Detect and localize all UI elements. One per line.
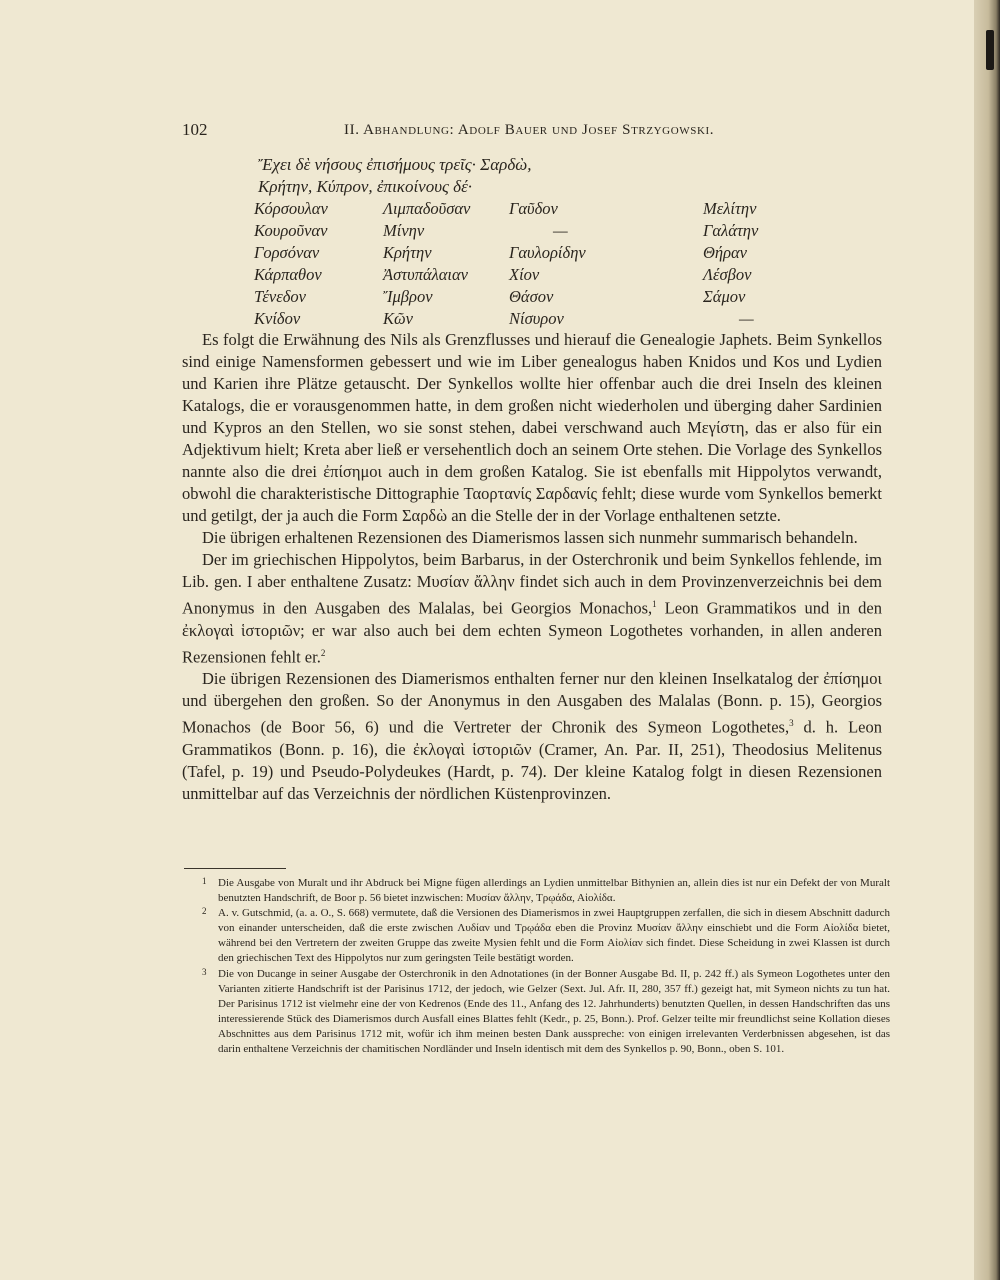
- island-cell: Κῶν: [383, 309, 413, 328]
- island-row: [254, 198, 819, 220]
- footnote-ref[interactable]: 3: [789, 718, 794, 728]
- island-cell: Γορσόναν: [254, 243, 320, 262]
- page-header: [182, 120, 822, 146]
- island-cell: Κρήτην: [383, 243, 432, 262]
- running-head: II. Abhandlung: Adolf Bauer und Josef Strzygowski.: [344, 122, 715, 138]
- island-row: [254, 220, 819, 242]
- island-cell: Ἀστυπάλαιαν: [383, 265, 468, 284]
- island-cell: Θάσον: [509, 287, 554, 306]
- island-cell: Σάμον: [703, 287, 746, 306]
- footnote-number: 1: [202, 876, 207, 886]
- footnote-text: A. v. Gutschmid, (a. a. O., S. 668) vermutete, daß die Versionen des Diamerismos in zwei Hauptgruppen zerfallen, die sich in diesem Abschnitt dadurch von einander unterscheiden, daß die erste zwischen Λυδίαν und Τρῳάδα eben die Provinz Μυσίαν ἄλλην einschiebt und die Form Αἰολίδα bietet, während bei den Vertretern der zweiten Gruppe das zweite Mysien fehlt und die Form Αἰολίαν sich findet. Diese Scheidung in zwei Klassen ist durch den griechischen Text des Hippolytos nur zum geringsten Teile bestätigt worden.: [218, 907, 890, 965]
- island-row: [254, 308, 819, 330]
- island-cell: Γαῦδον: [509, 199, 558, 218]
- footnotes: [204, 876, 890, 1057]
- island-cell: Λιμπαδοῦσαν: [383, 199, 471, 218]
- paragraph-text: Der im griechischen Hippolytos, beim Barbarus, in der Osterchronik und beim Synkellos fehlende, im Lib. gen. I aber enthaltene Zusatz: Μυσίαν ἄλλην findet sich auch in dem Provinzenverzeichnis bei dem Anonymus in den Ausgaben des Malalas, bei Georgios Monachos,: [182, 550, 882, 618]
- island-cell: Κνίδον: [254, 309, 301, 328]
- footnote: [204, 876, 890, 906]
- paragraph: [182, 549, 882, 668]
- island-cell: Λέσβον: [703, 265, 752, 284]
- greek-intro: [258, 154, 532, 198]
- island-cell: —: [553, 221, 568, 240]
- island-cell: Ἴμβρον: [383, 287, 433, 306]
- footnote-number: 3: [202, 966, 207, 977]
- island-row: [254, 286, 819, 308]
- island-cell: Τένεδον: [254, 287, 306, 306]
- page-edge-shadow: [974, 0, 1000, 1280]
- body-text: [182, 329, 882, 805]
- island-row: [254, 264, 819, 286]
- island-cell: Κάρπαθον: [254, 265, 322, 284]
- island-cell: —: [739, 309, 754, 328]
- paragraph-text: Leon Grammatikos und in den ἐκλογαὶ ἱστοριῶν; er war also auch bei dem echten Symeon Logothetes vorhanden, in allen anderen Rezensionen fehlt er.: [182, 598, 882, 666]
- paragraph-text: d. h. Leon Grammatikos (Bonn. p. 16), die ἐκλογαὶ ἱστοριῶν (Cramer, An. Par. II, 251), Theodosius Melitenus (Tafel, p. 19) und Pseudo-Polydeukes (Hardt, p. 74). Der kleine Katalog folgt in diesen Rezensionen unmittelbar auf das Verzeichnis der nördlichen Küstenprovinzen.: [182, 717, 882, 803]
- paragraph: Die übrigen erhaltenen Rezensionen des Diamerismos lassen sich nunmehr summarisch behandeln.: [202, 528, 858, 547]
- island-table: [254, 198, 819, 330]
- footnote-number: 2: [202, 906, 207, 917]
- island-cell: Χίον: [509, 265, 540, 284]
- island-cell: Θήραν: [703, 243, 748, 262]
- greek-intro-line: Κρήτην, Κύπρον, ἐπικοίνους δέ·: [258, 177, 473, 196]
- footnote: [204, 906, 890, 966]
- footnote-ref[interactable]: 2: [320, 647, 326, 658]
- footnote-text: Die Ausgabe von Muralt und ihr Abdruck bei Migne fügen allerdings an Lydien unmittelbar Bithynien an, allein dies ist nur ein Defekt der von Muralt benutzten Handschrift, de Boor p. 56 bietet inzwischen: Μυσίαν ἄλλην, Τρῳάδα, Αἰολίδα.: [218, 877, 890, 905]
- island-cell: Κόρσουλαν: [254, 199, 328, 218]
- paragraph: Es folgt die Erwähnung des Nils als Grenzflusses und hierauf die Genealogie Japhets. Beim Synkellos sind einige Namensformen gebessert und wie im Liber genealogus haben Knidos und Kos und Lydien und Karien ihre Plätze getauscht. Der Synkellos wollte hier offenbar auch die drei Inseln des kleinen Katalogs, die er vorausgenommen hatte, in dem großen nicht wiederholen und überging daher Sardinien und Kypros an den Stellen, wo sie sonst stehen, dabei verschwand auch Μεγίστη, das er also für ein Adjektivum hielt; Kreta aber ließ er versehentlich doch an seinem Orte stehen. Die Vorlage des Synkellos nannte also die drei ἐπίσημοι auch in dem großen Katalog. Sie ist ebenfalls mit Hippolytos verwandt, obwohl die charakteristische Dittographie Ταορτανίς Σαρδανίς fehlt; diese wurde vom Synkellos bemerkt und getilgt, der ja auch die Form Σαρδὼ an die Stelle der in der Vorlage enthaltenen setzte.: [182, 330, 882, 525]
- island-cell: Νίσυρον: [509, 309, 564, 328]
- island-row: [254, 242, 819, 264]
- island-cell: Μίνην: [383, 221, 425, 240]
- island-cell: Γαλάτην: [703, 221, 759, 240]
- greek-intro-line: Ἔχει δὲ νήσους ἐπισήμους τρεῖς· Σαρδὼ,: [258, 155, 532, 174]
- island-cell: Μελίτην: [703, 199, 757, 218]
- binding-mark: [986, 30, 994, 70]
- footnote-ref[interactable]: 1: [652, 599, 657, 609]
- footnote: [204, 967, 890, 1058]
- page-number: 102: [182, 120, 208, 139]
- paragraph: [182, 668, 882, 805]
- footnote-text: Die von Ducange in seiner Ausgabe der Osterchronik in den Adnotationes (in der Bonner Ausgabe Bd. II, p. 242 ff.) als Symeon Logothetes unter den Varianten zitierte Handschrift ist der Parisinus 1712, der jedoch, wie Gelzer (Sext. Jul. Afr. II, 280, 357 ff.) gezeigt hat, mit Symeon nichts zu tun hat. Der Parisinus 1712 ist vielmehr eine der von Kedrenos (Ende des 11., Anfang des 12. Jahrhunderts) benutzten Quellen, in dessen Handschriften das uns interessierende Stück des Diamerismos durch Ausfall eines Blattes fehlt (Kedr., p. 25, Bonn.). Prof. Gelzer teilte mir freundlichst seine Kollation dieses Abschnittes aus dem Parisinus 1712 mit, wofür ich ihm meinen besten Dank ausspreche: von einigen irrelevanten Verderbnissen abgesehen, ist das darin enthaltene Verzeichnis der chamitischen Nordländer und Inseln identisch mit dem des Synkellos p. 90, Bonn., oben S. 101.: [218, 967, 890, 1056]
- island-cell: Κουροῦναν: [254, 221, 328, 240]
- paragraph-text: Die übrigen Rezensionen des Diamerismos enthalten ferner nur den kleinen Inselkatalog der ἐπίσημοι und übergehen den großen. So der Anonymus in den Ausgaben des Malalas (Bonn. p. 15), Georgios Monachos (de Boor 56, 6) und die Vertreter der Chronik des Symeon Logothetes,: [182, 669, 882, 737]
- footnote-divider: [184, 868, 286, 869]
- island-cell: Γαυλορίδην: [509, 243, 586, 262]
